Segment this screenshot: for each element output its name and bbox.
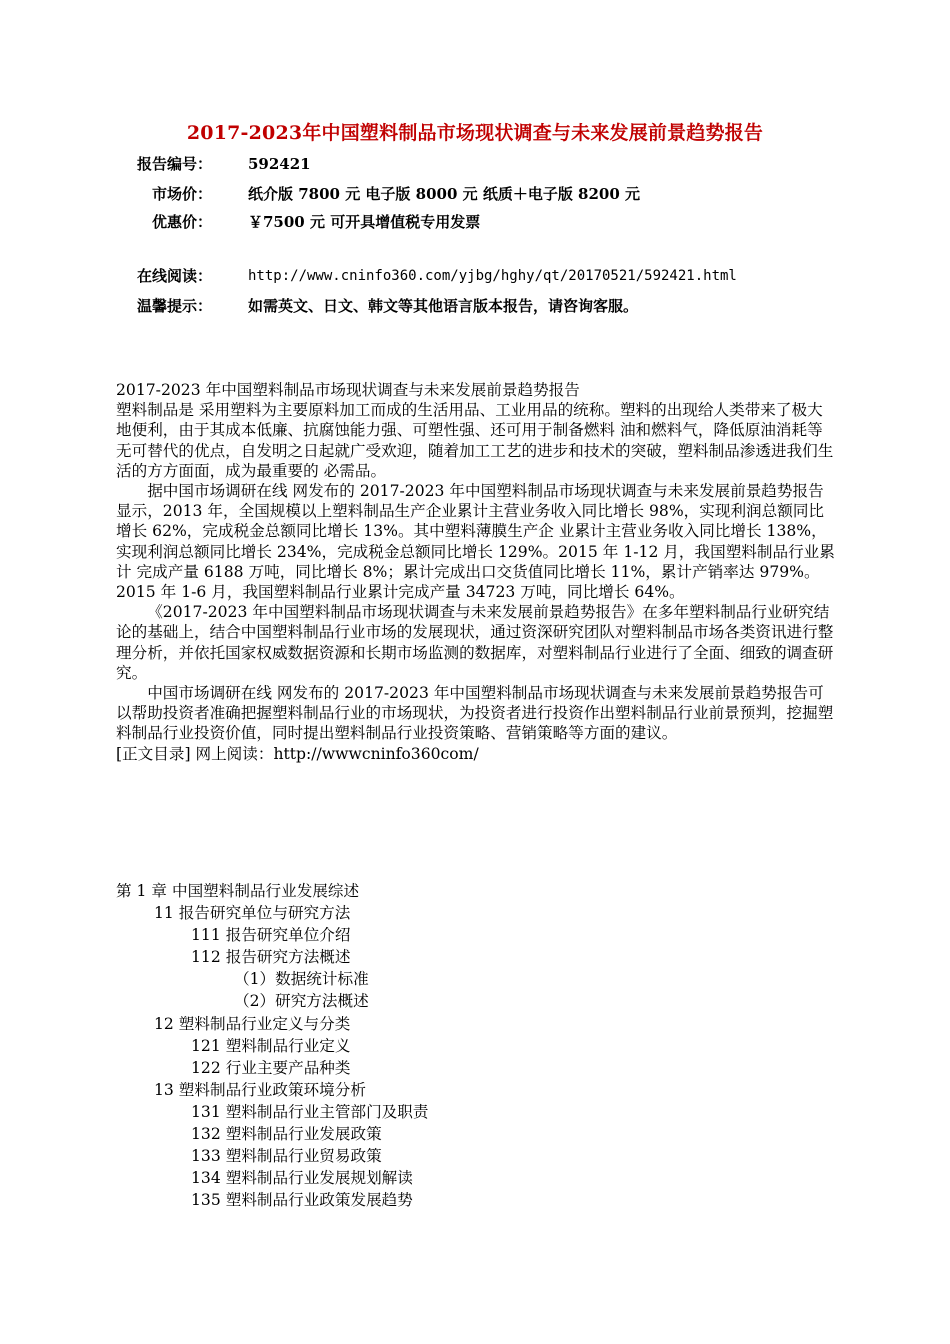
body-heading: 2017-2023 年中国塑料制品市场现状调查与未来发展前景趋势报告	[116, 381, 580, 399]
toc-item[interactable]: 122 行业主要产品种类	[191, 1058, 351, 1077]
toc-item[interactable]: （1）数据统计标准	[234, 970, 369, 989]
toc-item[interactable]: 11 报告研究单位与研究方法	[154, 904, 351, 923]
toc-online-link[interactable]: [正文目录] 网上阅读：http://wwwcninfo360com/	[116, 744, 479, 763]
tip-value: 如需英文、日文、韩文等其他语言版本报告，请咨询客服。	[248, 297, 639, 315]
toc-item[interactable]: 133 塑料制品行业贸易政策	[191, 1147, 382, 1166]
paragraph-intro: 塑料制品是 采用塑料为主要原料加工而成的生活用品、工业用品的统称。塑料的出现给人类带来了极大地便利，由于其成本低廉、抗腐蚀能力强、可塑性强、还可用于制备燃料 油和燃料气，降低原油消耗等无可替代的优点，自发明之日起就广受欢迎，随着加工工艺的进步和技术的突破，塑料制品渗透进我们生活的方方面面，成为最重要的 必需品。	[116, 401, 834, 480]
toc-item[interactable]: 13 塑料制品行业政策环境分析	[154, 1080, 366, 1099]
document-title: 2017-2023年中国塑料制品市场现状调查与未来发展前景趋势报告	[186, 122, 764, 144]
toc-item[interactable]: 132 塑料制品行业发展政策	[191, 1125, 382, 1144]
discount-price-value: ￥7500 元 可开具增值税专用发票	[248, 213, 481, 231]
market-price-label: 市场价：	[151, 185, 212, 203]
report-number-label: 报告编号：	[136, 155, 212, 173]
toc-item[interactable]: 134 塑料制品行业发展规划解读	[191, 1169, 413, 1188]
paragraph-statistics: 据中国市场调研在线 网发布的 2017-2023 年中国塑料制品市场现状调查与未来发展前景趋势报告显示，2013 年，全国规模以上塑料制品生产企业累计主营业务收入同比增长 98%，实现利润总额同比增长 62%，完成税金总额同比增长 13%。其中塑料薄膜生产企 业累计主营业务收入同比增长 138%，实现利润总额同比增长 234%，完成税金总额同比增长 129%。2015 年 1-12 月，我国塑料制品行业累计 完成产量 6188 万吨，同比增长 8%；累计完成出口交货值同比增长 11%，累计产销率达 979%。2015 年 1-6 月，我国塑料制品行业累计完成产量 34723 万吨，同比增长 64%。	[116, 482, 835, 602]
report-number-value: 592421	[248, 155, 311, 173]
toc-item[interactable]: 131 塑料制品行业主管部门及职责	[191, 1102, 429, 1121]
market-price-value: 纸介版 7800 元 电子版 8000 元 纸质＋电子版 8200 元	[248, 185, 641, 203]
toc-item[interactable]: 135 塑料制品行业政策发展趋势	[191, 1191, 413, 1210]
toc-item[interactable]: 第 1 章 中国塑料制品行业发展综述	[116, 882, 360, 900]
paragraph-research: 《2017-2023 年中国塑料制品市场现状调查与未来发展前景趋势报告》在多年塑料制品行业研究结论的基础上，结合中国塑料制品行业市场的发展现状，通过资深研究团队对塑料制品市场各类资讯进行整理分析，并依托国家权威数据资源和长期市场监测的数据库，对塑料制品行业进行了全面、细致的调查研究。	[116, 603, 834, 682]
online-reading-label: 在线阅读：	[136, 267, 212, 285]
toc-item[interactable]: 111 报告研究单位介绍	[191, 926, 351, 945]
report-body	[116, 380, 838, 764]
online-reading-link[interactable]: http://www.cninfo360.com/yjbg/hghy/qt/20170521/592421.html	[248, 268, 737, 284]
toc-item[interactable]: （2）研究方法概述	[234, 992, 369, 1011]
toc-item[interactable]: 112 报告研究方法概述	[191, 948, 351, 967]
tip-label: 温馨提示：	[136, 297, 212, 315]
discount-price-label: 优惠价：	[151, 213, 212, 231]
paragraph-value: 中国市场调研在线 网发布的 2017-2023 年中国塑料制品市场现状调查与未来发展前景趋势报告可以帮助投资者准确把握塑料制品行业的市场现状，为投资者进行投资作出塑料制品行业前景预判，挖掘塑料制品行业投资价值，同时提出塑料制品行业投资策略、营销策略等方面的建议。	[116, 684, 834, 743]
toc-item[interactable]: 12 塑料制品行业定义与分类	[154, 1014, 351, 1033]
table-of-contents	[116, 880, 428, 1211]
toc-item[interactable]: 121 塑料制品行业定义	[191, 1036, 351, 1055]
